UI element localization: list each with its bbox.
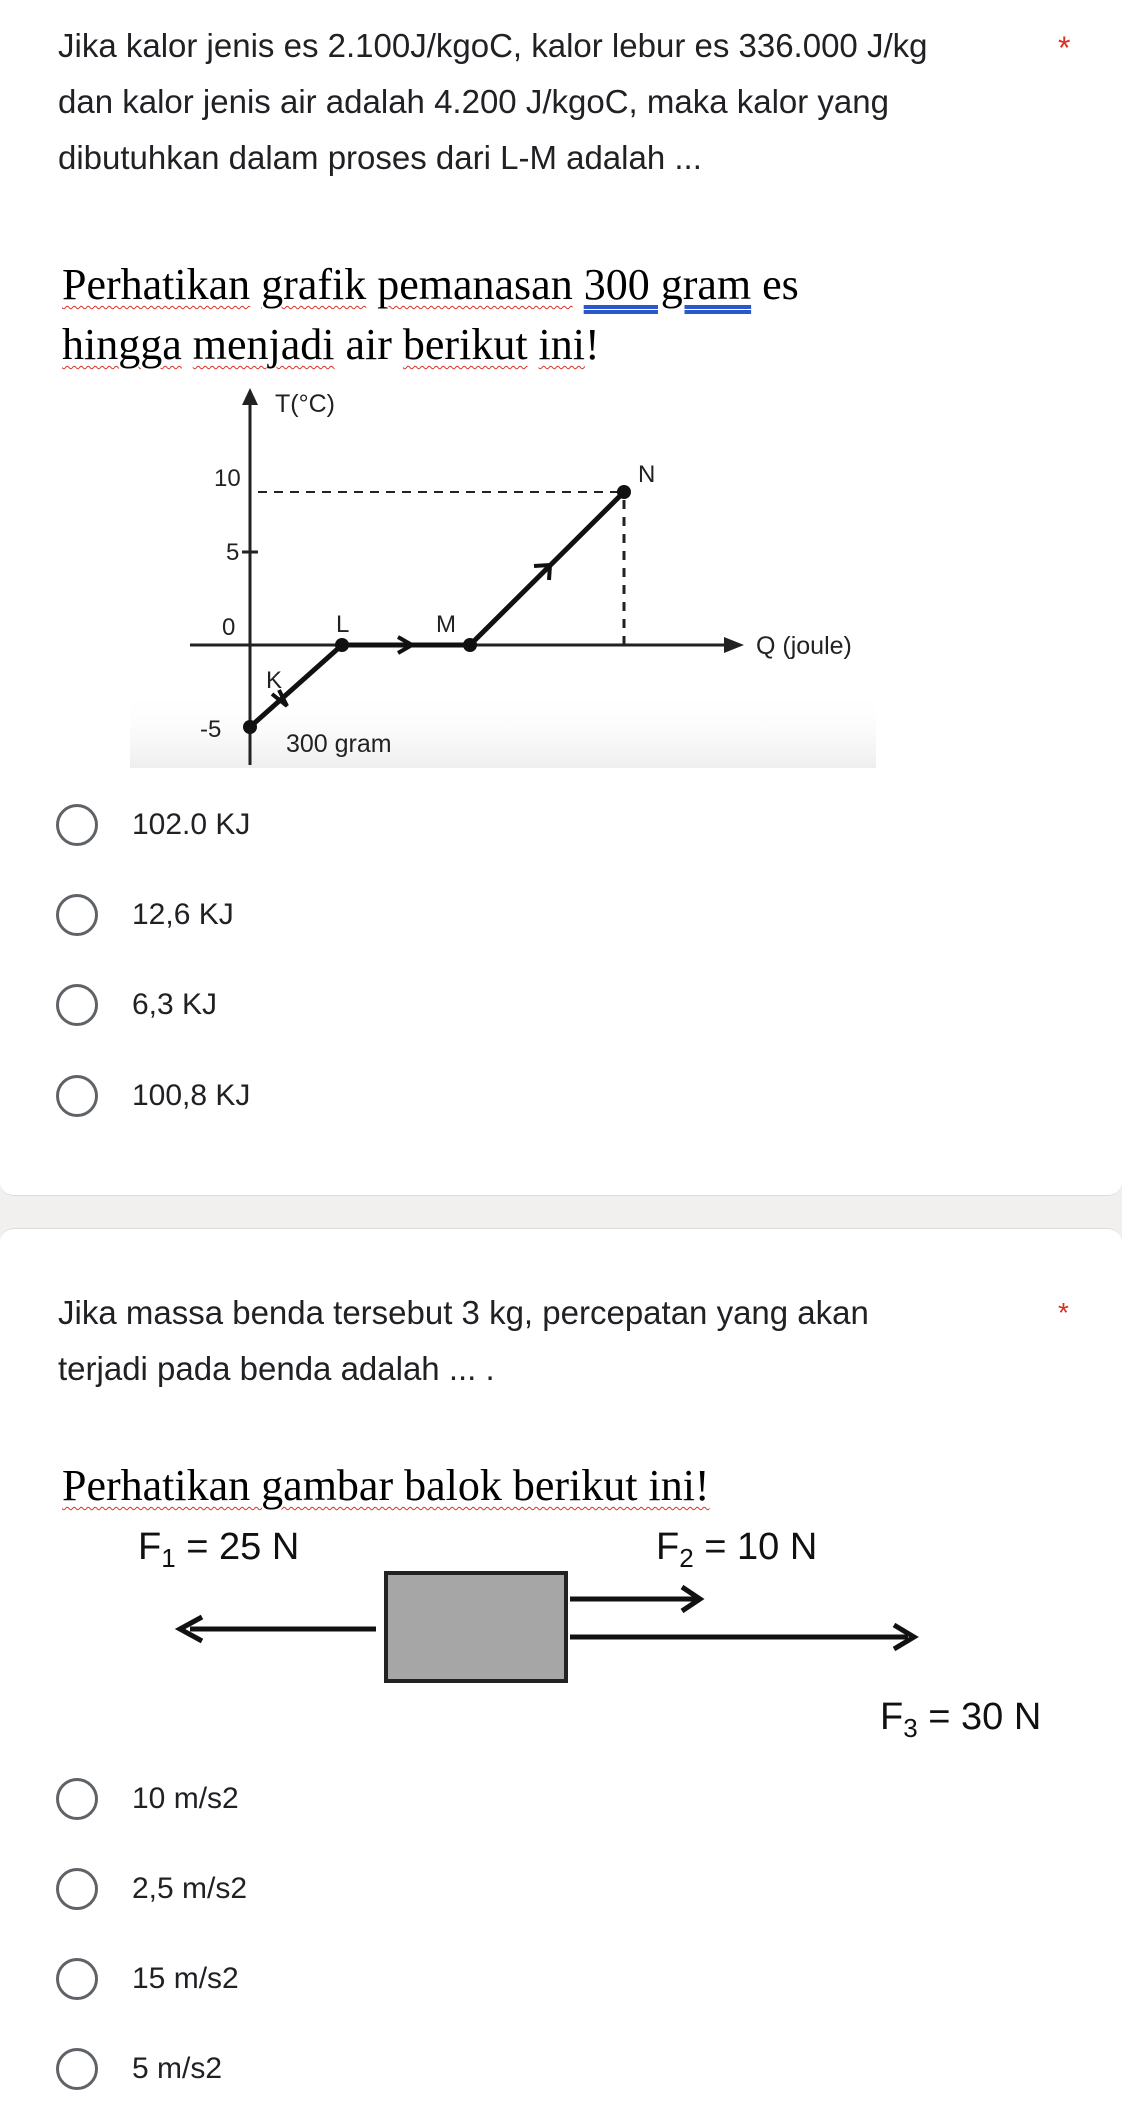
question-title-line: terjadi pada benda adalah ... . (58, 1350, 495, 1387)
question-title (58, 1285, 1018, 1397)
option-label: 100,8 KJ (132, 1079, 251, 1112)
heating-graph (0, 0, 1122, 790)
point-label-N: N (638, 461, 656, 488)
force-label-F3: $F_3 = 30$ N (880, 1696, 1042, 1743)
point-label-L: L (336, 611, 350, 638)
radio-button[interactable] (56, 1958, 98, 2000)
option-label: 2,5 m/s2 (132, 1872, 248, 1905)
option-3[interactable] (56, 1949, 239, 2009)
image-heading-text: Perhatikan gambar balok berikut ini! (62, 1461, 710, 1510)
radio-button[interactable] (56, 804, 98, 846)
heading-word: Perhatikan (62, 260, 251, 309)
radio-button[interactable] (56, 984, 98, 1026)
y-axis-arrowhead (242, 388, 258, 405)
radio-button[interactable] (56, 2048, 98, 2090)
tick-label: -5 (200, 716, 222, 743)
x-axis-arrowhead (724, 637, 744, 653)
point-L-marker (335, 638, 349, 652)
option-3[interactable] (56, 975, 217, 1035)
radio-button[interactable] (56, 1868, 98, 1910)
y-axis-label: T(°C) (275, 390, 335, 418)
radio-button[interactable] (56, 894, 98, 936)
option-2[interactable] (56, 885, 234, 945)
heading-word: hingga (62, 320, 182, 369)
option-label: 6,3 KJ (132, 988, 218, 1021)
radio-button[interactable] (56, 1075, 98, 1117)
mass-label: 300 gram (286, 730, 392, 758)
image-shading (130, 690, 876, 768)
question-title-line: dan kalor jenis air adalah 4.200 J/kgoC, maka kalor yang (58, 83, 889, 120)
option-label: 15 m/s2 (132, 1962, 239, 1995)
point-label-M: M (436, 611, 456, 638)
option-1[interactable] (56, 795, 250, 855)
image-heading (62, 1457, 710, 1515)
option-4[interactable] (56, 2039, 222, 2099)
option-1[interactable] (56, 1769, 239, 1829)
force-label-F2: $F_2 = 10$ N (656, 1529, 818, 1573)
question-card-2 (0, 1228, 1122, 2109)
option-label: 5 m/s2 (132, 2052, 223, 2085)
point-K-marker (243, 720, 257, 734)
option-2[interactable] (56, 1859, 247, 1919)
point-N-marker (617, 485, 631, 499)
option-4[interactable] (56, 1066, 250, 1126)
question-title-line: Jika kalor jenis es 2.100J/kgoC, kalor lebur es 336.000 J/kg (58, 27, 928, 64)
heading-word: es (762, 260, 799, 309)
question-title-line: Jika massa benda tersebut 3 kg, percepatan yang akan (58, 1294, 869, 1331)
heading-word: grafik (261, 260, 367, 309)
block (386, 1573, 566, 1681)
point-label-K: K (266, 667, 283, 694)
option-label: 12,6 KJ (132, 898, 234, 931)
point-M-marker (463, 638, 477, 652)
heading-word: 300 gram (583, 260, 752, 309)
tick-label: 10 (214, 465, 241, 492)
radio-button[interactable] (56, 1778, 98, 1820)
heading-word: pemanasan (377, 260, 573, 309)
required-asterisk: * (1058, 30, 1071, 66)
heading-punct: ! (585, 320, 600, 369)
heading-word: menjadi (192, 320, 335, 369)
option-label: 102.0 KJ (132, 808, 251, 841)
heading-word: ini (538, 320, 585, 369)
heading-word: berikut (402, 320, 528, 369)
heading-word: air (345, 320, 392, 369)
question-title-line: dibutuhkan dalam proses dari L-M adalah ... (58, 139, 702, 176)
x-axis-label: Q (joule) (756, 632, 852, 660)
tick-label: 5 (226, 539, 240, 566)
option-label: 10 m/s2 (132, 1782, 239, 1815)
force-label-F1: $F_1 = 25$ N (138, 1529, 300, 1573)
tick-label: 0 (222, 614, 236, 641)
required-asterisk: * (1058, 1297, 1069, 1328)
